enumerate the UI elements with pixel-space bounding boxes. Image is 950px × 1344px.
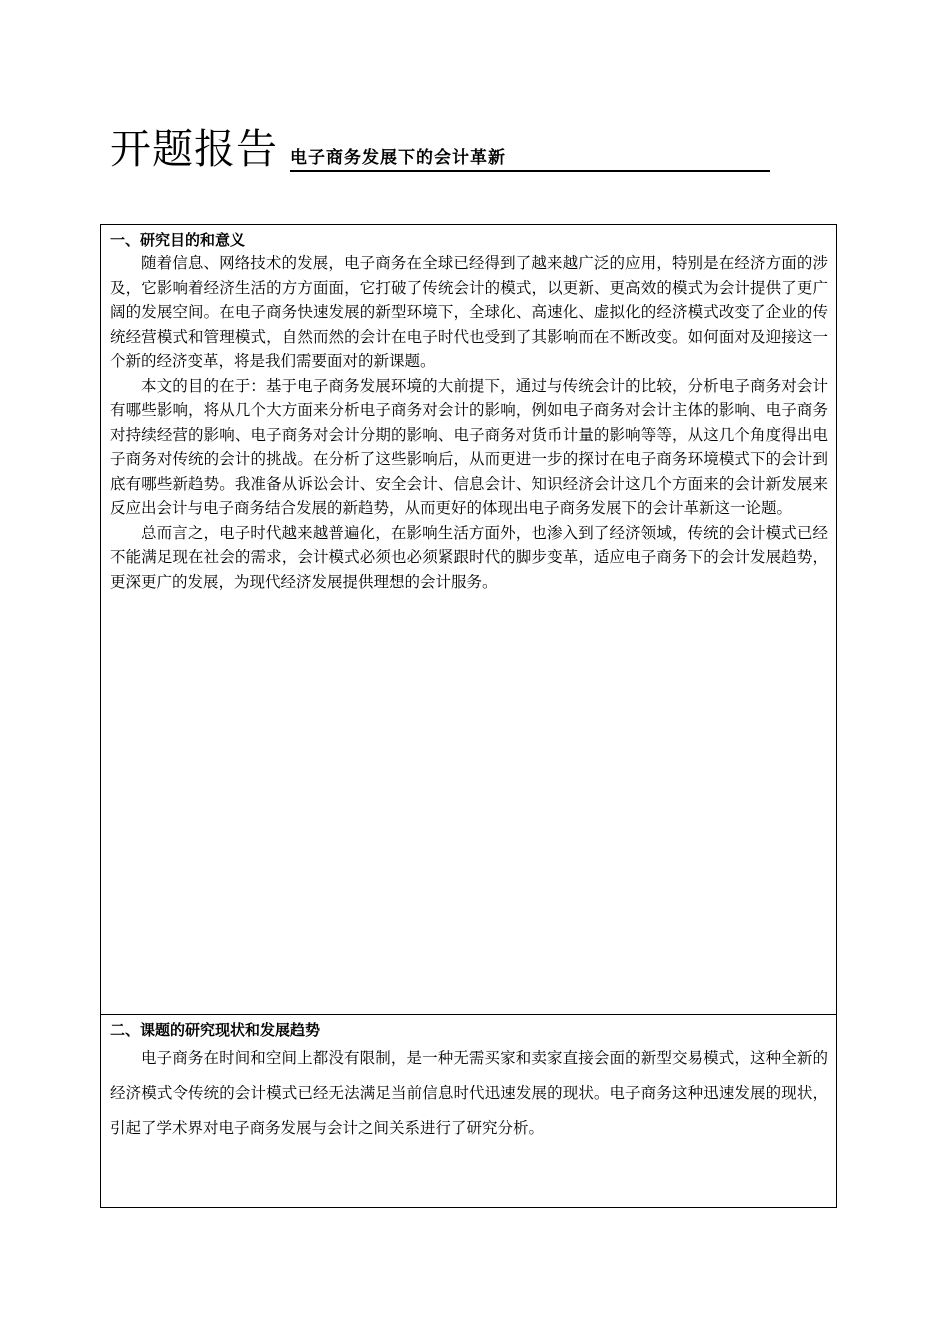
section-research-purpose bbox=[101, 225, 836, 1015]
paragraph: 随着信息、网络技术的发展，电子商务在全球已经得到了越来越广泛的应用，特别是在经济方面的涉及，它影响着经济生活的方方面面，它打破了传统会计的模式，以更新、更高效的模式为会计提供了更广阔的发展空间。在电子商务快速发展的新型环境下，全球化、高速化、虚拟化的经济模式改变了企业的传统经营模式和管理模式，自然而然的会计在电子时代也受到了其影响而在不断改变。如何面对及迎接这一个新的经济变革，将是我们需要面对的新课题。 bbox=[110, 254, 828, 370]
report-topic: 电子商务发展下的会计革新 bbox=[290, 148, 506, 168]
section-research-status bbox=[101, 1015, 836, 1207]
topic-underline bbox=[290, 144, 770, 172]
report-table bbox=[100, 224, 837, 1208]
paragraph: 本文的目的在于：基于电子商务发展环境的大前提下，通过与传统会计的比较，分析电子商务对会计有哪些影响，将从几个大方面来分析电子商务对会计的影响，例如电子商务对会计主体的影响、电子商务对持续经营的影响、电子商务对会计分期的影响、电子商务对货币计量的影响等等，从这几个角度得出电子商务对传统的会计的挑战。在分析了这些影响后，从而更进一步的探讨在电子商务环境模式下的会计到底有哪些新趋势。我准备从诉讼会计、安全会计、信息会计、知识经济会计这几个方面来的会计新发展来反应出会计与电子商务结合发展的新趋势，从而更好的体现出电子商务发展下的会计革新这一论题。 bbox=[110, 376, 828, 517]
page-header bbox=[110, 126, 770, 176]
report-title: 开题报告 bbox=[110, 125, 278, 173]
section-heading: 二、课题的研究现状和发展趋势 bbox=[110, 1021, 321, 1039]
paragraph: 总而言之，电子时代越来越普遍化，在影响生活方面外，也渗入到了经济领域，传统的会计模式已经不能满足现在社会的需求，会计模式必须也必须紧跟时代的脚步变革，适应电子商务下的会计发展趋势，更深更广的发展，为现代经济发展提供理想的会计服务。 bbox=[110, 523, 828, 591]
paragraph: 电子商务在时间和空间上都没有限制，是一种无需买家和卖家直接会面的新型交易模式，这种全新的经济模式令传统的会计模式已经无法满足当前信息时代迅速发展的现状。电子商务这种迅速发展的现状，引起了学术界对电子商务发展与会计之间关系进行了研究分析。 bbox=[110, 1049, 828, 1137]
section-heading: 一、研究目的和意义 bbox=[110, 231, 246, 249]
